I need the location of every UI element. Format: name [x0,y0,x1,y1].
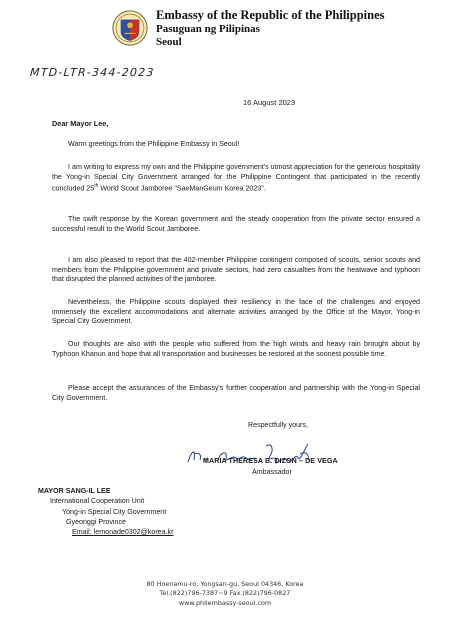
recipient-address [38,486,173,537]
paragraph-swift-response: The swift response by the Korean government and the steady cooperation from the private sector ensured a successful result to the World Scout Jamboree. [52,215,420,233]
paragraph-typhoon: Our thoughts are also with the people who suffered from the high winds and heavy rain brought about by Typhoon Khanun and hope that all transportation and businesses be restored at the soonest possible time. [52,340,420,358]
letterhead-filipino-name: Pasuguan ng Pilipinas [156,23,260,35]
letter-date: 16 August 2023 [243,98,296,107]
footer [0,580,450,608]
recipient-email-link[interactable]: lemonade0302@korea.kr [93,528,174,537]
reference-number: MTD-LTR-344-2023 [29,66,155,79]
salutation: Dear Mayor Lee, [52,119,109,128]
recipient-unit: International Cooperation Unit [50,497,145,506]
paragraph-appreciation: I am writing to express my own and the Philippine government's utmost appreciation for the generous hospitality the Yong-in Special City Government arranged for the Philippine Contingent that participated in the recently concluded 25th World Scout Jamboree "SaeManGeum Korea 2023". [52,163,420,193]
closing: Respectfully yours, [248,421,308,429]
recipient-email-line [38,527,173,537]
footer-phone: Tel.(822)796-7387~9 Fax.(822)796-0827 [159,589,291,598]
paragraph-greeting: Warm greetings from the Philippine Embassy in Seoul! [68,140,240,148]
recipient-name: MAYOR SANG-IL LEE [38,487,111,495]
paragraph-contingent: I am also pleased to report that the 402-member Philippine contingent composed of scouts, senior scouts and members from the Philippine government and private sectors, had zero casualties from the heatwave and typhoon that disrupted the planned activities of the jamboree. [52,256,420,284]
signatory-name: MARIA THERESA B. DIZON – DE VEGA [203,457,338,465]
signatory-title: Ambassador [252,468,292,476]
letterhead-embassy-name: Embassy of the Republic of the Philippines [156,8,385,22]
footer-address: 80 Hoenamu-ro, Yongsan-gu, Seoul 04346, Korea [146,580,304,588]
letterhead-city: Seoul [156,36,182,48]
recipient-province: Gyeonggi Province [66,517,126,526]
embassy-seal-icon [112,10,148,46]
paragraph-assurances: Please accept the assurances of the Embassy's further cooperation and partnership with the Yong-in Special City Government. [52,384,420,402]
recipient-email-label: Email: [72,528,94,537]
paragraph-resiliency: Nevertheless, the Philippine scouts displayed their resiliency in the face of the challenges and enjoyed immensely the excellent accommodations and alternate activities arranged by the Office of the Mayor, Yong-in Special City Government. [52,298,420,326]
footer-website[interactable]: www.philembassy-seoul.com [178,598,272,607]
letterhead [156,8,385,49]
recipient-government: Yong-in Special City Government [62,507,167,516]
handwritten-signature [184,440,329,470]
